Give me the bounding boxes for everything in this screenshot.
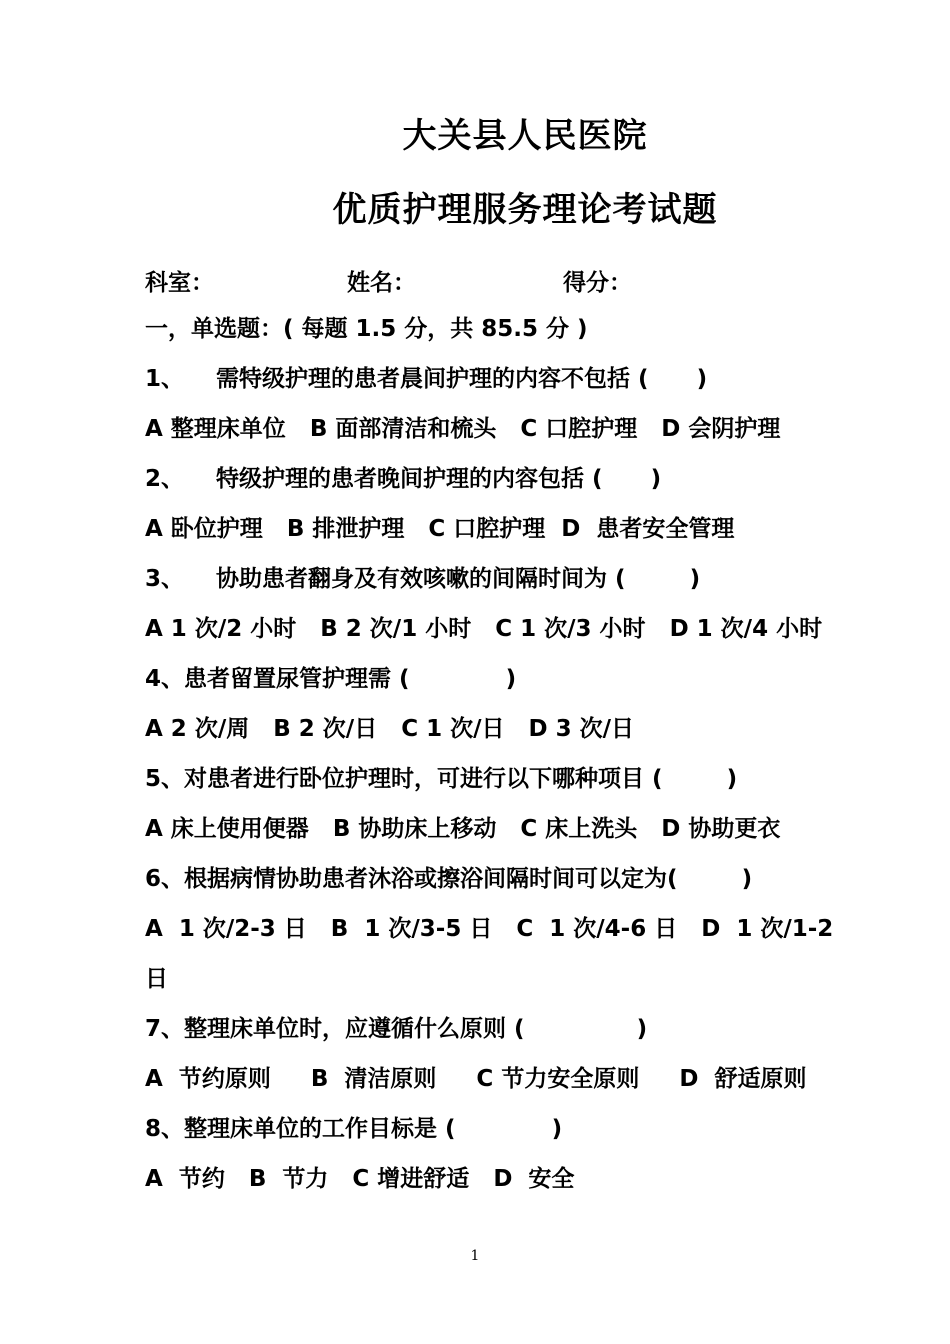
question-5: 5、对患者进行卧位护理时，可进行以下哪种项目 ( ) <box>145 766 738 792</box>
name-label: 姓名： <box>347 270 416 296</box>
score-label: 得分： <box>563 270 632 296</box>
question-6: 6、根据病情协助患者沐浴或擦浴间隔时间可以定为( ) <box>145 866 753 892</box>
options-6: A 1 次/2-3 日 B 1 次/3-5 日 C 1 次/4-6 日 D 1 次/1-2 <box>145 916 834 942</box>
hospital-title: 大关县人民医院 <box>402 116 648 156</box>
question-2: 2、 特级护理的患者晚间护理的内容包括 ( ) <box>145 466 662 492</box>
question-1: 1、 需特级护理的患者晨间护理的内容不包括 ( ) <box>145 366 708 392</box>
section-heading: 一，单选题：( 每题 1.5 分，共 85.5 分 ) <box>145 316 588 342</box>
options-6-continued: 日 <box>145 966 168 992</box>
page-number: 1 <box>470 1248 480 1264</box>
options-3: A 1 次/2 小时 B 2 次/1 小时 C 1 次/3 小时 D 1 次/4 小时 <box>145 616 823 642</box>
options-5: A 床上使用便器 B 协助床上移动 C 床上洗头 D 协助更衣 <box>145 816 781 842</box>
question-8: 8、整理床单位的工作目标是 ( ) <box>145 1116 563 1142</box>
options-2: A 卧位护理 B 排泄护理 C 口腔护理 D 患者安全管理 <box>145 516 735 542</box>
department-label: 科室： <box>145 270 214 296</box>
options-7: A 节约原则 B 清洁原则 C 节力安全原则 D 舒适原则 <box>145 1066 807 1092</box>
question-7: 7、整理床单位时，应遵循什么原则 ( ) <box>145 1016 648 1042</box>
question-4: 4、患者留置尿管护理需 ( ) <box>145 666 517 692</box>
exam-title: 优质护理服务理论考试题 <box>332 190 718 230</box>
options-4: A 2 次/周 B 2 次/日 C 1 次/日 D 3 次/日 <box>145 716 635 742</box>
question-3: 3、 协助患者翻身及有效咳嗽的间隔时间为 ( ) <box>145 566 701 592</box>
options-8: A 节约 B 节力 C 增进舒适 D 安全 <box>145 1166 575 1192</box>
options-1: A 整理床单位 B 面部清洁和梳头 C 口腔护理 D 会阴护理 <box>145 416 781 442</box>
